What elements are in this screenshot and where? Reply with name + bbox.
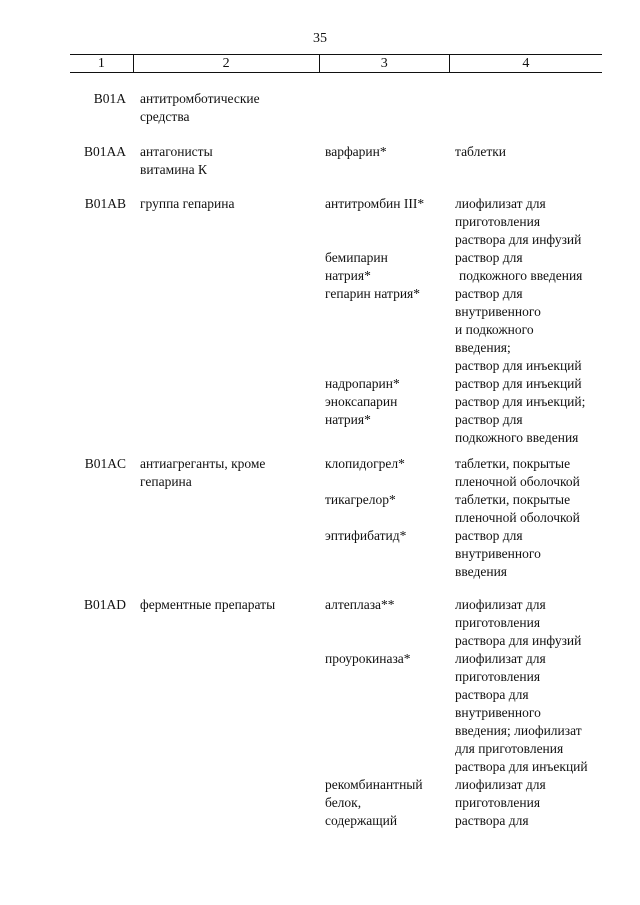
atc-code: B01AC [84,456,126,471]
dosage-form-line: введения; лиофилизат [455,723,582,738]
drug-name-line: проурокиназа* [325,651,411,666]
dosage-form [455,285,615,375]
drug-name [325,249,450,285]
dosage-form-line: лиофилизат для [455,196,546,211]
drug-name [325,393,450,429]
dosage-form-line: приготовления [455,795,541,810]
dosage-form-line: раствора для инъекций [455,759,588,774]
drug-name-line: варфарин* [325,144,387,159]
table-header [70,54,602,73]
group-name [140,90,320,126]
drug-name [325,375,450,393]
dosage-form-line: введения; [455,340,511,355]
dosage-form-line: раствор для инъекций [455,358,582,373]
dosage-form-line: внутривенного [455,546,541,561]
group-name-line: средства [140,109,190,124]
group-name [140,143,320,179]
atc-code: B01AD [83,597,126,612]
dosage-form [455,491,615,527]
drug-name-line: клопидогрел* [325,456,405,471]
dosage-form-line: таблетки [455,144,507,159]
drug-name [325,285,450,303]
dosage-form-line: приготовления [455,615,541,630]
dosage-form-line: раствор для инъекций; [455,394,586,409]
dosage-form-line: раствора для [455,813,529,828]
dosage-form-line: раствор для инъекций [455,376,582,391]
dosage-form-line: подкожного введения [459,268,583,283]
header-col-4: 4 [522,56,530,71]
dosage-form-line: раствор для [455,412,523,427]
drug-name [325,455,450,473]
atc-code: B01A [93,91,126,106]
group-name-line: витамина К [140,162,208,177]
drug-name [325,143,450,161]
dosage-form-line: раствора для инфузий [455,633,582,648]
dosage-form-line: пленочной оболочкой [455,510,580,525]
drug-name [325,776,450,830]
dosage-form-line: лиофилизат для [455,597,546,612]
drug-name-line: антитромбин III* [325,196,425,211]
header-col-2: 2 [134,55,320,72]
dosage-form-line: таблетки, покрытые [455,456,571,471]
page-number: 35 [313,31,327,46]
group-name-line: антагонисты [140,144,213,159]
drug-name-line: содержащий [325,813,398,828]
group-name-line: ферментные препараты [140,597,276,612]
drug-name-line: надропарин* [325,376,400,391]
dosage-form [455,776,615,830]
dosage-form-line: подкожного введения [455,430,579,445]
dosage-form-line: раствора для [455,687,529,702]
group-name-line: гепарина [140,474,192,489]
group-name-line: группа гепарина [140,196,235,211]
drug-name-line: гепарин натрия* [325,286,421,301]
header-col-3: 3 [320,55,450,72]
dosage-form [455,455,615,491]
dosage-form-line: лиофилизат для [455,777,546,792]
group-name-line: антиагреганты, кроме [140,456,266,471]
group-name [140,195,320,213]
dosage-form [455,393,615,447]
drug-name-line: эноксапарин [325,394,398,409]
drug-name-line: бемипарин [325,250,388,265]
drug-name-line: белок, [325,795,362,810]
dosage-form-line: введения [455,564,508,579]
dosage-form-line: таблетки, покрытые [455,492,571,507]
dosage-form-line: пленочной оболочкой [455,474,580,489]
dosage-form-line: и подкожного [455,322,534,337]
dosage-form-line: для приготовления [455,741,564,756]
group-name-line: антитромботические [140,91,260,106]
drug-name-line: алтеплаза** [325,597,395,612]
dosage-form-line: раствор для [455,286,523,301]
drug-name [325,491,450,509]
dosage-form-line: внутривенного [455,304,541,319]
dosage-form-line: приготовления [455,214,541,229]
dosage-form-line: внутривенного [455,705,541,720]
drug-name [325,650,450,668]
drug-name-line: тикагрелор* [325,492,396,507]
group-name [140,596,320,614]
dosage-form-line: приготовления [455,669,541,684]
atc-code: B01AB [84,196,126,211]
dosage-form-line: раствора для инфузий [455,232,582,247]
header-col-1: 1 [70,55,134,72]
dosage-form-line: раствор для [455,528,523,543]
drug-name [325,596,450,614]
dosage-form [455,375,615,393]
dosage-form [455,527,615,581]
atc-code: B01AA [83,144,126,159]
group-name [140,455,320,491]
dosage-form-line: лиофилизат для [455,651,546,666]
drug-name-line: натрия* [325,268,371,283]
drug-name [325,195,450,213]
dosage-form [455,195,615,249]
drug-name [325,527,450,545]
dosage-form [455,596,615,650]
drug-name-line: рекомбинантный [325,777,423,792]
drug-name-line: эптифибатид* [325,528,407,543]
dosage-form [455,650,615,776]
dosage-form-line: раствор для [455,250,523,265]
dosage-form [455,249,615,285]
dosage-form [455,143,615,161]
drug-name-line: натрия* [325,412,371,427]
